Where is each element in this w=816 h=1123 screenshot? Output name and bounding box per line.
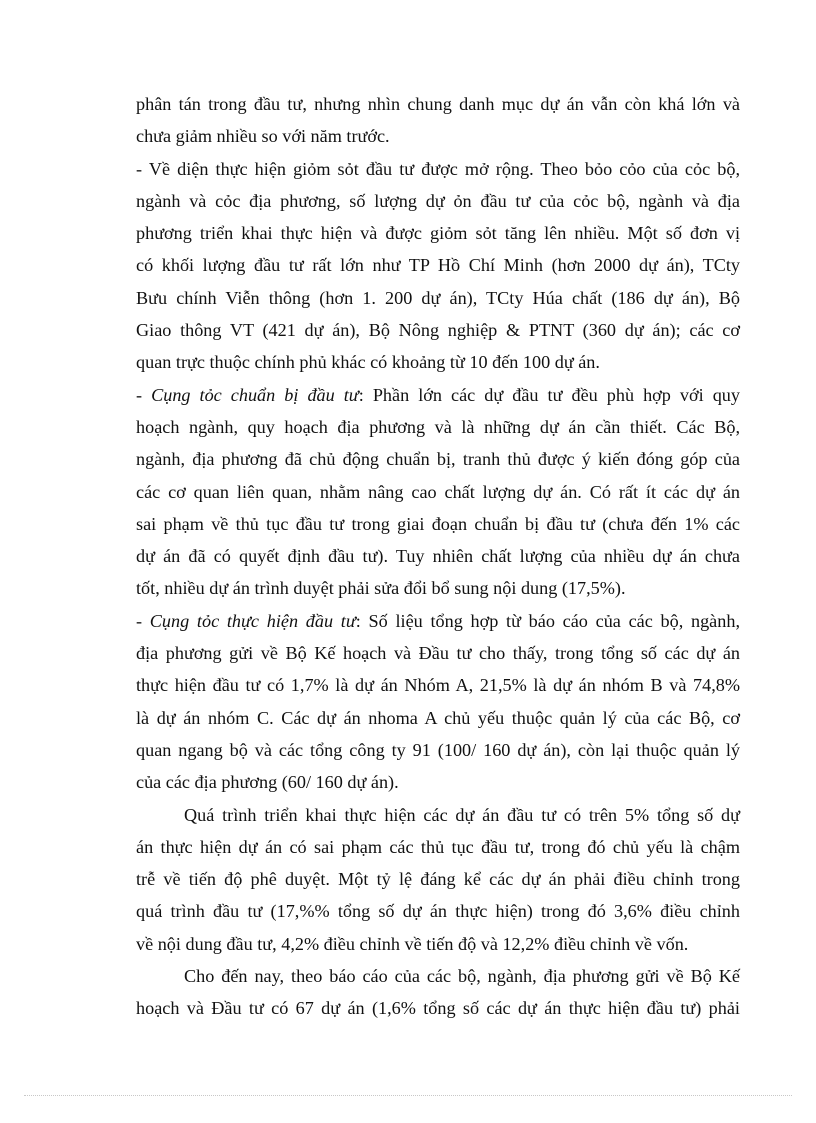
- page-bottom-divider: [24, 1095, 792, 1096]
- text-line: Cho đến nay, theo báo cáo của các bộ, ngành, địa phương gửi về Bộ Kế: [184, 966, 740, 987]
- text-line: tốt, nhiều dự án trình duyệt phải sửa đổi bổ sung nội dung (17,5%).: [136, 578, 626, 599]
- text-line: sai phạm về thủ tục đầu tư trong giai đoạn chuẩn bị đầu tư (chưa đến 1% các: [136, 513, 740, 534]
- text-line: ngành và cỏc địa phương, số lượng dự ỏn đầu tư của cỏc bộ, ngành và địa: [136, 190, 740, 211]
- text-line-rest: : Phần lớn các dự đầu tư đều phù hợp với quy: [358, 384, 740, 405]
- text-line: về nội dung đầu tư, 4,2% điều chỉnh về tiến độ và 12,2% điều chỉnh về vốn.: [136, 933, 689, 954]
- text-line: quan ngang bộ và các tổng công ty 91 (100/ 160 dự án), còn lại thuộc quản lý: [136, 739, 740, 760]
- text-line: hoạch ngành, quy hoạch địa phương và là những dự án cần thiết. Các Bộ,: [136, 416, 740, 437]
- text-line: thực hiện đầu tư có 1,7% là dự án Nhóm A, 21,5% là dự án nhóm B và 74,8%: [136, 675, 740, 696]
- text-line: có khối lượng đầu tư rất lớn như TP Hồ Chí Minh (hơn 2000 dự án), TCty: [136, 255, 740, 276]
- text-line: hoạch và Đầu tư có 67 dự án (1,6% tổng số các dự án thực hiện đầu tư) phải: [136, 998, 740, 1019]
- text-line: quá trình đầu tư (17,%% tổng số dự án thực hiện) trong đó 3,6% điều chỉnh: [136, 901, 740, 922]
- text-line: chưa giảm nhiều so với năm trước.: [136, 126, 390, 147]
- text-line: - Về diện thực hiện giỏm sỏt đầu tư được mở rộng. Theo bỏo cỏo của cỏc bộ,: [136, 158, 740, 179]
- bullet-dash: -: [136, 384, 152, 405]
- text-line: phân tán trong đầu tư, nhưng nhìn chung danh mục dự án vẫn còn khá lớn và: [136, 94, 740, 114]
- text-line: án thực hiện dự án có sai phạm các thủ tục đầu tư, trong đó chủ yếu là chậm: [136, 836, 740, 857]
- text-line: quan trực thuộc chính phủ khác có khoảng từ 10 đến 100 dự án.: [136, 352, 600, 373]
- text-line: dự án đã có quyết định đầu tư). Tuy nhiên chất lượng của nhiều dự án chưa: [136, 546, 740, 567]
- text-line: trễ về tiến độ phê duyệt. Một tỷ lệ đáng kể các dự án phải điều chỉnh trong: [136, 869, 740, 890]
- section-heading: Cụng tỏc thực hiện đầu tư: [149, 610, 356, 631]
- text-line: các cơ quan liên quan, nhằm nâng cao chất lượng dự án. Có rất ít các dự án: [136, 481, 740, 502]
- text-line: ngành, địa phương đã chủ động chuẩn bị, tranh thủ được ý kiến đóng góp của: [136, 449, 740, 470]
- text-line: Bưu chính Viễn thông (hơn 1. 200 dự án), TCty Húa chất (186 dự án), Bộ: [136, 287, 740, 308]
- text-line: Quá trình triển khai thực hiện các dự án đầu tư có trên 5% tổng số dự: [184, 804, 740, 825]
- text-line: [136, 379, 740, 411]
- text-line: địa phương gửi về Bộ Kế hoạch và Đầu tư cho thấy, trong tổng số các dự án: [136, 643, 740, 664]
- document-body: [136, 88, 740, 1025]
- text-line: [136, 605, 740, 637]
- bullet-dash: -: [136, 610, 150, 631]
- text-line: là dự án nhóm C. Các dự án nhoma A chủ yếu thuộc quản lý của các Bộ, cơ: [136, 707, 740, 728]
- text-line-rest: : Số liệu tổng hợp từ báo cáo của các bộ, ngành,: [355, 610, 740, 631]
- text-line: Giao thông VT (421 dự án), Bộ Nông nghiệp & PTNT (360 dự án); các cơ: [136, 320, 740, 341]
- text-line: phương triển khai thực hiện và được giỏm sỏt tăng lên nhiều. Một số đơn vị: [136, 223, 740, 244]
- text-line: của các địa phương (60/ 160 dự án).: [136, 772, 399, 793]
- section-heading: Cụng tỏc chuẩn bị đầu tư: [151, 384, 359, 405]
